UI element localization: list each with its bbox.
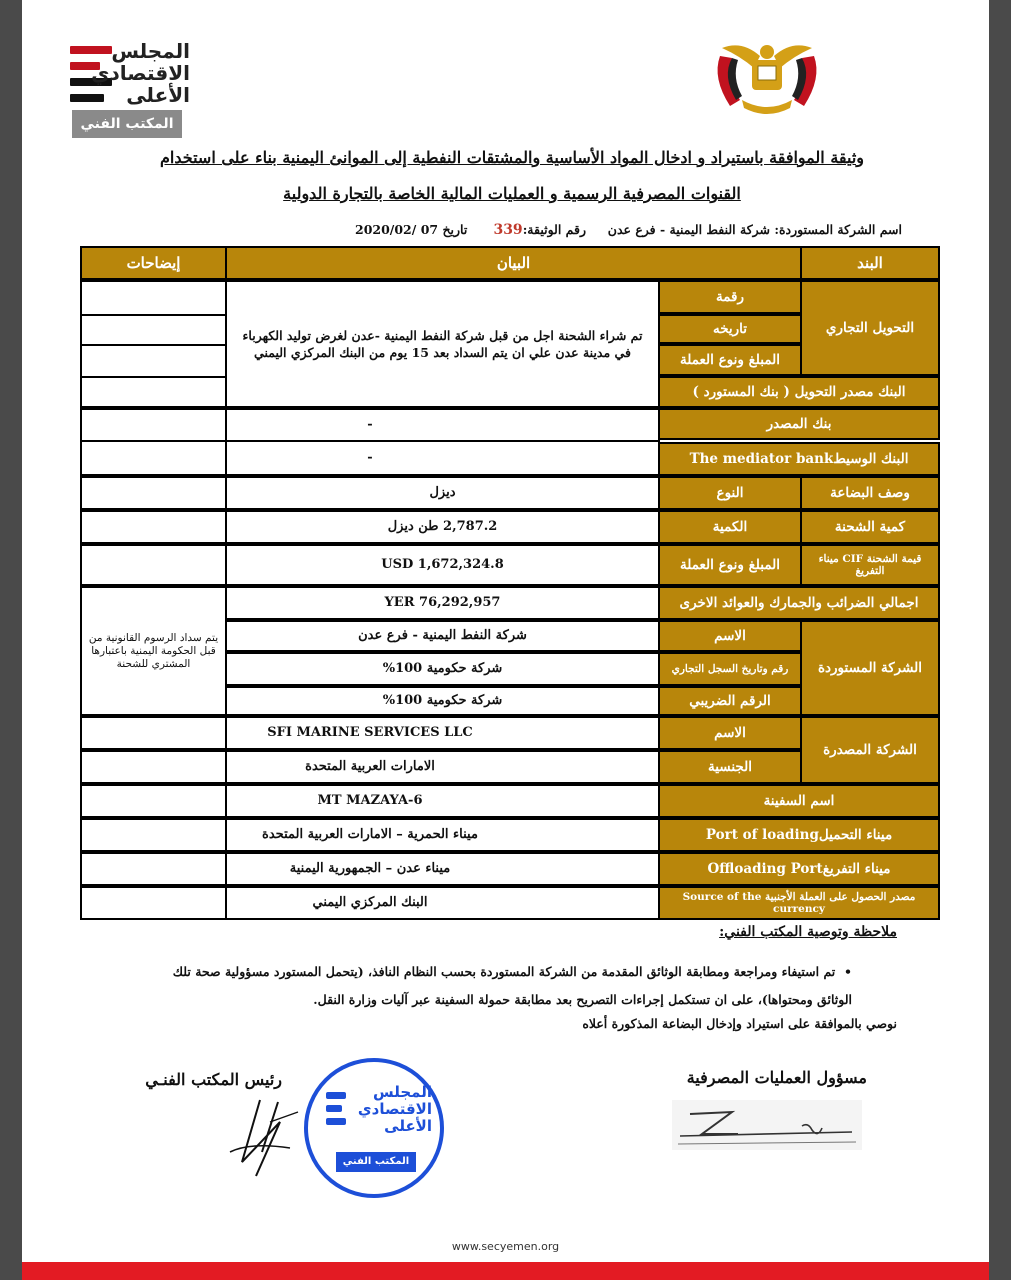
- doc-title-line2: القنوات المصرفية الرسمية و العمليات المالية الخاصة بالتجارة الدولية: [283, 184, 741, 203]
- ship-name-label: اسم السفينة: [658, 784, 940, 818]
- nationality-value: الامارات العربية المتحدة: [80, 750, 660, 784]
- notes-empty-13: [80, 818, 227, 852]
- fx-source-value: البنك المركزي اليمني: [80, 886, 660, 920]
- header-statement: البيان: [225, 246, 802, 280]
- offloading-port-value: ميناء عدن – الجمهورية اليمنية: [80, 852, 660, 886]
- loading-port-value: ميناء الحمرية – الامارات العربية المتحدة: [80, 818, 660, 852]
- exporter-name-label: الاسم: [658, 716, 802, 750]
- taxes-value: YER 76,292,957: [225, 586, 660, 620]
- stamp-text: المجلس الاقتصادي الأعلى: [357, 1083, 432, 1135]
- offloading-port-label: ميناء التفريغOffloading Port: [658, 852, 940, 886]
- cr-number-label: رقم وتاريخ السجل التجاري: [658, 652, 802, 686]
- doc-number-label: رقم الوثيقة:: [522, 222, 586, 237]
- office-label: المكتب الفني: [72, 110, 182, 138]
- tax-number-label: الرقم الضريبي: [658, 686, 802, 716]
- source-bank-label: بنك المصدر: [658, 408, 940, 440]
- notes-empty-7: [80, 476, 227, 510]
- yemen-emblem-icon: [712, 38, 822, 118]
- nationality-label: الجنسية: [658, 750, 802, 784]
- transfer-number-label: رقمة: [658, 280, 802, 314]
- council-stamp: [304, 1058, 444, 1198]
- amount-currency-label: المبلغ ونوع العملة: [658, 544, 802, 586]
- loading-port-label: ميناء التحميلPort of loading: [658, 818, 940, 852]
- taxes-note: يتم سداد الرسوم القانونية من قبل الحكومة اليمنية باعتبارها المشتري للشحنة: [80, 586, 227, 716]
- notes-empty-3: [80, 344, 227, 378]
- document-page: [22, 0, 989, 1280]
- notes-empty-9: [80, 544, 227, 586]
- ship-name-value: MT MAZAYA-6: [80, 784, 660, 818]
- quantity-value: 2,787.2 طن ديزل: [225, 510, 660, 544]
- mediator-bank-label: البنك الوسيطThe mediator bank: [658, 442, 940, 476]
- notes-empty-8: [80, 510, 227, 544]
- bullet-icon: •: [835, 964, 852, 979]
- banking-signature-icon: [672, 1100, 862, 1150]
- notes-heading: ملاحظة وتوصية المكتب الفني:: [719, 924, 897, 940]
- shipment-qty-label: كمية الشحنة: [800, 510, 940, 544]
- doc-meta: [80, 222, 902, 238]
- transfer-description: تم شراء الشحنة اجل من قبل شركة النفط اليمنية -عدن لغرض توليد الكهرباء في مدينة عدن علي ان يتم السداد بعد 15 يوم من البنك المركزي اليمني: [225, 280, 660, 408]
- type-value: ديزل: [225, 476, 660, 510]
- commercial-transfer-label: التحويل التجاري: [800, 280, 940, 376]
- goods-desc-label: وصف البضاعة: [800, 476, 940, 510]
- banking-officer-label: مسؤول العمليات المصرفية: [686, 1068, 867, 1087]
- footer-url[interactable]: www.secyemen.org: [451, 1240, 560, 1253]
- notes-bullet: • تم استيفاء ومراجعة ومطابقة الوثائق المقدمة من الشركة المستوردة بحسب النظام النافذ، (يتحمل المستورد مسؤولية صحة تلك الوثائق ومحتواها)، على ان تستكمل إجراءات التصريح بعد مطابقة حمولة السفينة عبر آليات وزارة النقل.: [172, 964, 852, 1007]
- fx-source-label: مصدر الحصول على العملة الأجنبية Source of the currency: [658, 886, 940, 920]
- exporter-name-value: SFI MARINE SERVICES LLC: [80, 716, 660, 750]
- footer-red-bar: [22, 1262, 989, 1280]
- header-item: البند: [800, 246, 940, 280]
- header-notes: إيضاحات: [80, 246, 227, 280]
- importer-name-label: الاسم: [658, 620, 802, 652]
- source-bank-importer-label: البنك مصدر التحويل ( بنك المستورد ): [658, 376, 940, 408]
- notes-empty-5: [80, 408, 227, 442]
- source-bank-value: -: [80, 408, 660, 442]
- head-signature-icon: [220, 1092, 310, 1182]
- transfer-amount-label: المبلغ ونوع العملة: [658, 344, 802, 376]
- notes-empty-15: [80, 886, 227, 920]
- notes-empty-12: [80, 784, 227, 818]
- council-logo-text: المجلس الاقتصادي الأعلى: [91, 39, 190, 107]
- importer-name-value: شركة النفط اليمنية - فرع عدن: [225, 620, 660, 652]
- head-office-label: رئيس المكتب الفنـي: [145, 1070, 282, 1089]
- importer-company-label: الشركة المستوردة: [800, 620, 940, 716]
- notes-empty-11: [80, 750, 227, 784]
- exporter-company-label: الشركة المصدرة: [800, 716, 940, 784]
- taxes-total-label: اجمالي الضرائب والجمارك والعوائد الاخرى: [658, 586, 940, 620]
- mediator-bank-value: -: [80, 440, 660, 476]
- doc-date: تاريخ 07 /2020/02: [355, 222, 468, 237]
- transfer-date-label: تاريخه: [658, 314, 802, 344]
- doc-title-line1: وثيقة الموافقة باستيراد و ادخال المواد الأساسية والمشتقات النفطية إلى الموانئ اليمنية بناء على استخدام: [160, 148, 864, 167]
- doc-number: 339: [493, 222, 523, 238]
- amount-value: 1,672,324.8 USD: [225, 544, 660, 586]
- tax-value: شركة حكومية 100%: [225, 686, 660, 716]
- cr-value: شركة حكومية 100%: [225, 652, 660, 686]
- stamp-office: المكتب الفني: [336, 1152, 416, 1172]
- quantity-label: الكمية: [658, 510, 802, 544]
- importer-name: اسم الشركة المستوردة: شركة النفط اليمنية - فرع عدن: [607, 222, 902, 237]
- notes-empty-10: [80, 716, 227, 750]
- notes-empty-6: [80, 440, 227, 476]
- type-label: النوع: [658, 476, 802, 510]
- cif-value-label: قيمة الشحنة CIF ميناء التفريغ: [800, 544, 940, 586]
- notes-empty-4: [80, 376, 227, 408]
- notes-empty-2: [80, 314, 227, 346]
- notes-empty-14: [80, 852, 227, 886]
- notes-empty-1: [80, 280, 227, 316]
- recommendation: نوصي بالموافقة على استيراد وإدخال البضاعة المذكورة أعلاه: [582, 1016, 897, 1031]
